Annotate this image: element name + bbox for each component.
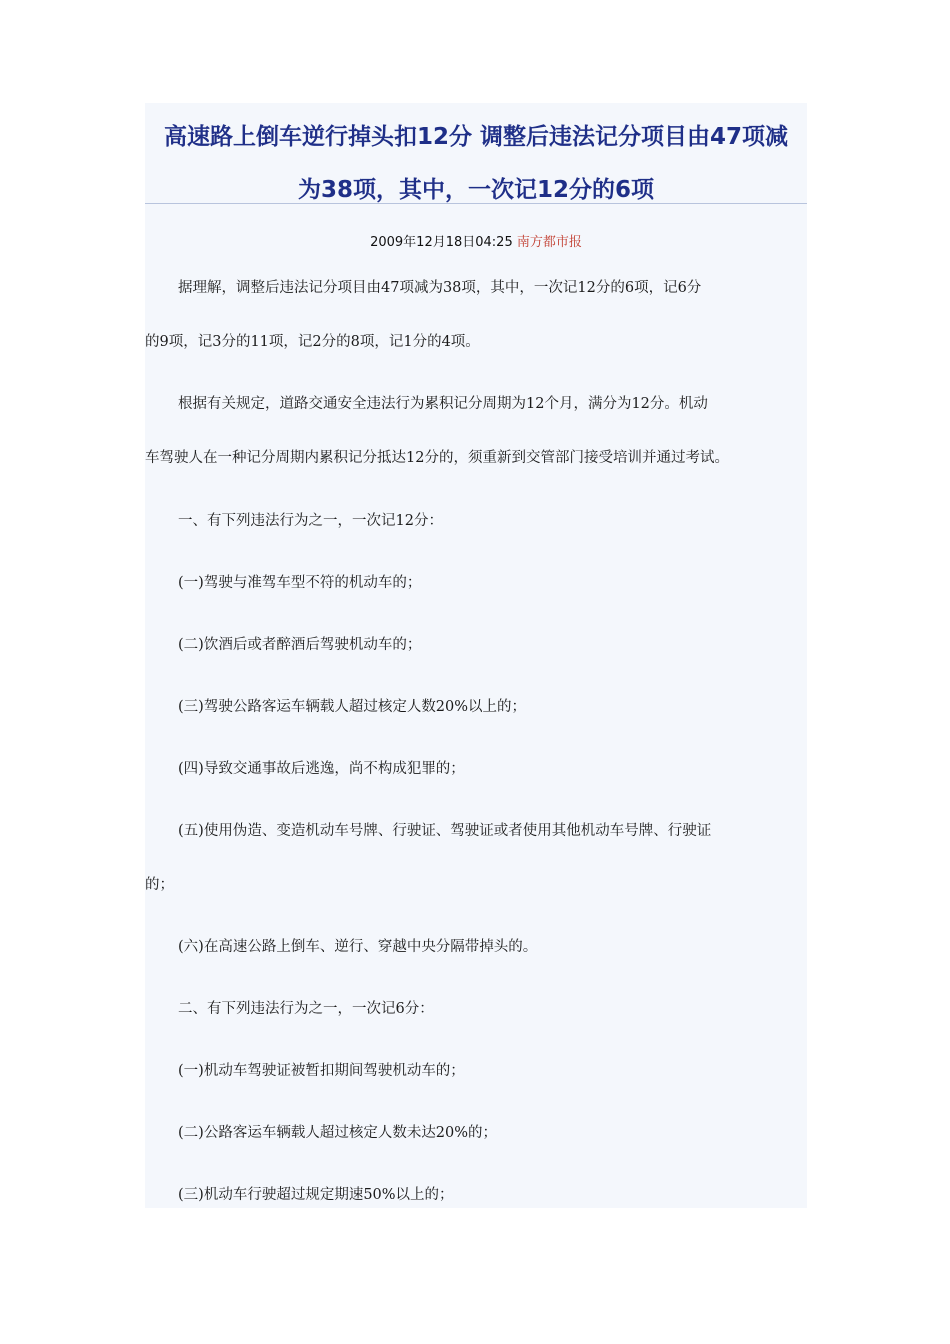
body-line: 据理解，调整后违法记分项目由47项减为38项，其中，一次记12分的6项，记6分 [178, 280, 702, 296]
body-line: (三)机动车行驶超过规定期速50%以上的； [178, 1187, 454, 1203]
body-line: (一)驾驶与准驾车型不符的机动车的； [178, 575, 422, 591]
body-line: (二)公路客运车辆载人超过核定人数未达20%的； [178, 1125, 498, 1141]
article-title-line-2: 为38项，其中，一次记12分的6项 [297, 177, 655, 203]
body-line: 的9项，记3分的11项，记2分的8项，记1分的4项。 [145, 334, 480, 350]
article-panel [145, 103, 807, 1208]
body-line: 一、有下列违法行为之一，一次记12分： [178, 513, 443, 529]
article-meta [145, 234, 807, 252]
title-divider [145, 203, 807, 204]
body-line: (四)导致交通事故后逃逸，尚不构成犯罪的； [178, 761, 465, 777]
body-line: (二)饮酒后或者醉酒后驾驶机动车的； [178, 637, 422, 653]
body-line: 的； [145, 877, 174, 893]
article-title-line-1: 高速路上倒车逆行掉头扣12分 调整后违法记分项目由47项减 [163, 124, 789, 150]
body-line: 车驾驶人在一种记分周期内累积记分抵达12分的，须重新到交管部门接受培训并通过考试。 [145, 450, 729, 466]
body-line: (一)机动车驾驶证被暂扣期间驾驶机动车的； [178, 1063, 465, 1079]
source-link[interactable]: 南方都市报 [516, 235, 582, 250]
body-line: (五)使用伪造、变造机动车号牌、行驶证、驾驶证或者使用其他机动车号牌、行驶证 [178, 823, 712, 839]
body-line: 根据有关规定，道路交通安全违法行为累积记分周期为12个月，满分为12分。机动 [178, 396, 708, 412]
body-line: (三)驾驶公路客运车辆载人超过核定人数20%以上的； [178, 699, 527, 715]
body-line: (六)在高速公路上倒车、逆行、穿越中央分隔带掉头的。 [178, 939, 538, 955]
publish-date: 2009年12月18日04:25 [370, 235, 513, 250]
body-line: 二、有下列违法行为之一，一次记6分： [178, 1001, 434, 1017]
